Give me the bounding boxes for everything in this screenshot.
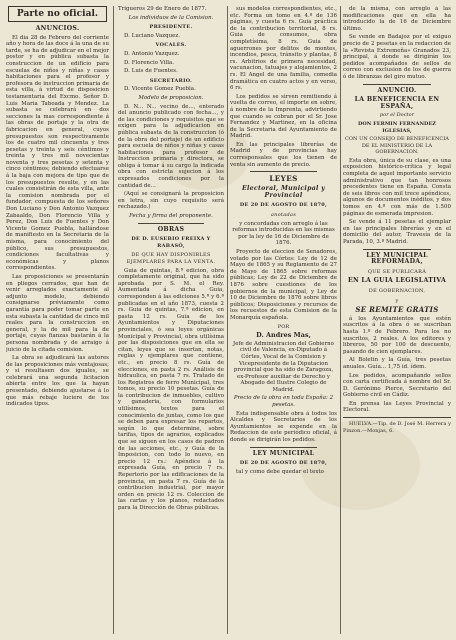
paragraph: En las principales librerías de Madrid y de provincias hay corresponsales que los tienen de venta sin aumento de precio. [230, 141, 337, 168]
column-2 [118, 6, 224, 634]
paragraph: D. N... N... vecino de..., enterado del anuncio publicado con fecha..., y de las condiciones y requisitos que se exigen para la adjudicacion en pública subasta de la construccion (ó de la obra del portaje) de un edificio para escuela de niños y niñas y casas habitaciones para profesor de Instruccion primaria y directora, se obliga á tomar á su cargo la indicada obra con estricta sujecion á los expresados condiciones por la cantidad de... [118, 103, 224, 189]
section-title: OBRAS [157, 225, 185, 233]
paragraph: Esta obra, única de su clase, es una exposicion histórico-crítica y legal completa de aquel importante servicio administrativo que tan honrosos precedentes tiene en España. Consta de seis libros con mil trece apéndices, algunos de documentos inéditos, y dos tomos en 4.º con más de 1.500 páginas de esmerada impresion. [343, 157, 451, 217]
paragraph: La obra se adjudicará las autores de las proposiciones más ventajosas; y si resultasen dos iguales, se celebrará una segunda licitacion abierta entre los que la hayan presentado, debiendo ajustarse á lo que más rebaje luciere de los indicados tipos. [6, 355, 109, 408]
column-1 [6, 6, 109, 634]
paragraph: Esta indispensable obra á todos los Alcaldes y Secretarios de los Ayuntamientos se expende en la Redaccion de este periódico oficial, á donde se dirigirán los pedidos. [230, 410, 337, 444]
section-title: LEY MUNICIPAL REFORMADA, [366, 251, 428, 266]
committee-title: Los individuos de la Comision. [128, 14, 214, 21]
section-date: DE 20 DE AGOSTO DE 1870, [239, 460, 328, 467]
member-name: D. Florencio Villa. [124, 59, 175, 66]
divider [363, 84, 431, 85]
column-divider [227, 6, 228, 634]
divider [250, 171, 317, 172]
author-by: por el Doctor [379, 112, 415, 119]
highlight-title: SE REMITE GRATIS [355, 305, 439, 315]
paragraph: de la misma, con arreglo á las modificaciones que en ella ha introducido la de 16 de Diciembre último. [343, 6, 451, 32]
model-title: Modelo de proposicion. [138, 94, 204, 101]
paragraph: Los pedidos, acompañando sellos con carta certificada á nombre del Sr. D. Gerónimo Pierce, Secretario del Gobierno civil en Cádiz. [343, 372, 451, 399]
section-title: ANUNCIO. [377, 86, 417, 94]
section-subtitle: DE QUE HAY DISPONIBLES EJEMPLARES PARA LA VENTA. [126, 252, 216, 265]
divider [138, 223, 204, 224]
section-subtitle: EN LA GUIA LEGISLATIVA [347, 277, 447, 285]
section-date: DE 20 DE AGOSTO DE 1870, [239, 202, 328, 209]
column-divider [113, 6, 114, 634]
role-title: VOCALES. [155, 42, 187, 49]
paragraph: Se vende á 11 pesetas el ejemplar en las principales librerías y en el domicilio del autor, Travesía de la Parada, 10, 3.º Madrid. [343, 219, 451, 245]
role-title: SECRETARIO. [149, 77, 193, 84]
section-subtitle: DE GOBERNACION, [368, 287, 426, 294]
paragraph: Al Boletin y la Guía, tres pesetas anuales. Guía... 1,75 id. ídem. [343, 357, 451, 370]
column-divider [340, 6, 341, 634]
paragraph: á los Ayuntamientos que estén suscritos á la obra ó se suscriban hasta 1.º de Febrero. Para los no suscritos, 2 reales. A los editores y libreros, 50 por 100 de descuento, pasando de cien ejemplares. [343, 315, 451, 355]
role-title: PRESIDENTE. [149, 24, 193, 31]
section-title: LEYES [269, 174, 298, 184]
divider [250, 447, 317, 448]
imprint: HUELVA.—Tip. de D. José M. Herrera y Pinzon.—Monjas, 6. [343, 421, 451, 434]
section-subtitle: QUE SE PUBLICARÁ [367, 268, 427, 275]
paragraph: El dia 28 de Febrero del corriente año y hora de las doce á la una de su tarde, se ha de adjudicar en el mejor postor y en pública subasta la construccion de un edificio para escuelas de niños y niñas y casas habitaciones para el profesor y profesora de instruccion primaria de esta villa, á virtud de disposicion testamentaria del Excmo. Señor D. Luis Maria Taboada y Mendez. La subasta se celebrará en dos secciones la mas correspondiente á las obras de portaje y la otra de fabricacion en general, cuyos presupuestos son respectivamente los de cuatro mil cincuenta y tres pesetas y treinta y seis céntimos y treinta y tres mil novecientas noventa y tres pesetas y setenta y cinco céntimos; debiendo efectuarse á la baja con mejora de tipo que de los presupuestos resulte, y en las cuales consistirán de esta villa, ante la comision nombrada por el fundador, compuesta de los señores Don Luciano y Don Antonio Vazquez Zabaaldo, Don Florencio Villa y Perez, Don Luis de Fuentes y Don Vicente Gomez Puebla, hallándose de manifiesto en la Secretaria de la misma, para conocimiento del público, sus presupuestos, condiciones facultativas y económicas y planos correspondientes. [6, 34, 109, 272]
paragraph: Los pedidos se sirven remitiendo á vuelta de correo, el importe en sobre, á nombre de la Imprenta, advirtiendo que cuando se cobran por el Sr. Jose Fernandez y Martinez, en la oficina de la Secretaria del Ayuntamiento de Madrid. [230, 93, 337, 140]
paragraph: Guia de quintas, 8.ª edicion, obra completamente original, que ha sido aprobada por S. M. el Rey. Aumentada á dicha Guia, corresponden á las ediciones 5.ª y 6.ª publicadas en el año 1873, cuesta 2 rs. Guia de quintas, 7.ª edicion, en pasta 12 rs. Guia de los Ayuntamientos y Diputaciones provinciales, ó sea leyes orgánicas Municipal y Provincial, obra utilísima por las disposiciones que en ella se citan, leyes que se insertan, notas, reglas y ejemplares que contiene, etc., en precio 8 rs. Guía de elecciones, en pasta 2 rs. Análisis de hidraulica, en pasta 7 rs. Tratado de los Registros de ferro Municipal, tres tomos, su precio 10 pesetas. Guía de la contribucion de inmuebles, cultivo y ganaderia, con formularios utilísimos, textos para el conocimiento de juntas, como los que se deben para expresar los repartos, según lo que determine, sobre tarifas, tipos de agrarios, explicados que se siguen en los casos de padron de las acciones, etc., y Guía de la Imposicion, con todo lo nuevo, en precio 12 rs.: Apéndice á la expresada Guía, en precio 7 rs. Repertorio por las edificaciones de la provincia, en pasta 7 rs. Guía de la contribucion industrial, por mayor orden en precio 12 rs. Coleccion de las cartas y los planos, redactados para la Dirección de Obras públicas. [118, 267, 224, 511]
paragraph: tal y como debe quedar el texto [236, 468, 324, 475]
author-name: D. Andres Mas, [256, 331, 311, 340]
paragraph: En prensa las Leyes Provincial y Electoral. [343, 400, 451, 414]
column-3 [230, 6, 337, 634]
dateline: Trigueros 29 de Enero de 1877. [118, 6, 207, 12]
section-subtitle: anotadas [270, 212, 297, 219]
divider [363, 249, 431, 250]
member-name: D. Antonio Vazquez. [124, 50, 180, 57]
section-header: Parte no oficial. [8, 6, 107, 22]
section-title: ANUNCIOS. [35, 25, 80, 32]
author-description: Jefe de Administracion del Gobierno civil de Valencia, ex-Diputado á Córtes, Vocal de la Comision y Vicepresidente de la Diputacion provincial que ha sido de Zaragoza, ex-Profesor auxiliar de Derecho y Abogado del Ilustre Colegio de Madrid. [233, 340, 334, 393]
paragraph: sus modelos correspondientes, etc., etc. Forma un tomo en 4.º de 136 páginas, y cuesta 6 rs. Guia práctica de la contribucion territorial, 8 rs. Guia de consumos, obra completísima, 8 rs. Guia de aguerrones por delitos de montes, incendios, pesca, tránsito y plantas, 8 rs. Arbitrios de primera necesidad, vacunacion, tatuajes y alojamientos, 2 rs. El Angel de una familia, comedia dramática en cuatro actos y en verso, 6 rs. [230, 6, 337, 92]
member-name: D. Luis de Fuentes. [124, 68, 178, 75]
author-description: CON UN CONSEJO DE BENEFICENCIA DE EL MINISTERIO DE LA GOBERNACION. [345, 136, 449, 156]
section-subtitle: LA BENEFICENCIA EN ESPAÑA, [354, 96, 440, 110]
section-title: LEY MUNICIPAL [252, 449, 315, 457]
section-subtitle: y concordadas con arreglo á las reformas introducidas en las mismas por la ley de 16 de Diciembre de 1876. [232, 220, 335, 247]
paragraph: Las proposiciones se presentarán en pliegos cerrados, que han de venir arreglados exactamente al adjunto modelo, debiendo consignarse préviamente como garantía para poder tomar parte en esta subasta la cantidad de cinco mil reales para la construccion en general, y la de mil para la de portaje, cuyas fianzas bastarán á la persona nombrada y de arraigo á juicio de la citada comision. [6, 273, 109, 353]
section-subtitle: Electoral, Municipal y Provincial [241, 185, 326, 199]
paragraph: Proyecto de eleccion de Senadores, votado por las Córtes: Ley de 12 de Mayo de 1865 y su Reglamento de 27 de Mayo de 1865 sobre reformas públicas; Ley de 22 de Diciembre de 1876 sobre cuestiones de los gobiernos de la municipal, y Ley de 10 de Diciembre de 1876 sobre libros públicos; Disposiciones y recursos de los recuestos de esta Comision de la Monarquía española. [230, 249, 337, 321]
author-by: POR [277, 323, 290, 330]
paragraph: (Aquí se consignará la proposicion en letra, sin cuyo requisito será rechazado.) [118, 191, 224, 211]
section-subtitle: y [395, 297, 399, 304]
signature-line: Fecha y firma del proponente. [129, 213, 213, 220]
section-subtitle: DE D. EUSEBIO FREIXA Y RABASÓ, [131, 236, 211, 249]
divider [343, 417, 451, 418]
paragraph: Se vende en Badajoz por el exiguo precio de 2 pesetas en la redaccion de la «Revista Extremeña» Granados 23, principal, á donde se dirigirán los pedidos acompañados de sellos de correo con exclusion de los de guerra ó de libranzas del giro mutuo. [343, 34, 451, 80]
author-name: DON FERMIN FERNANDEZ IGLESIAS, [357, 120, 437, 134]
column-4 [343, 6, 451, 634]
member-name: D. Luciano Vazquez. [124, 32, 181, 39]
price: Precio de la obra en toda España: 2 pesetas. [233, 395, 334, 409]
member-name: D. Vicente Gomez Puebla. [124, 86, 196, 93]
